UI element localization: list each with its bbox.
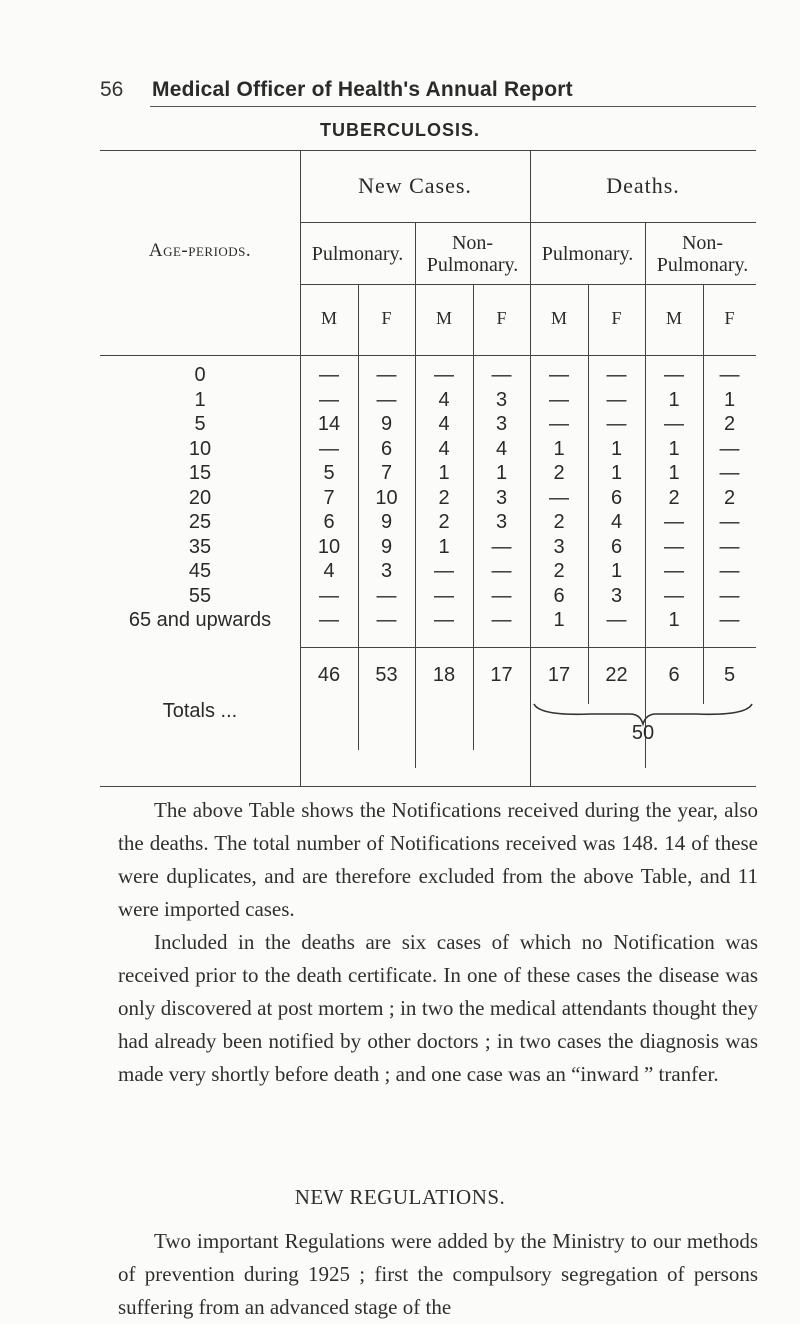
table-cell: 2 <box>438 486 450 509</box>
sex-header: F <box>611 308 622 328</box>
group-header-new-cases: New Cases. <box>358 173 472 198</box>
paragraph-regulations: Two important Regulations were added by the Ministry to our methods of prevention during 1925 ; first the compulsory segregation of persons suffering from an advanced stage of the <box>118 1229 758 1319</box>
age-period-label: 1 <box>194 388 206 411</box>
table-cell: — <box>319 584 339 607</box>
table-cell: 3 <box>495 486 508 509</box>
subheader-new-pulmonary <box>300 243 415 265</box>
subheader-deaths-pulmonary <box>530 243 645 265</box>
table-cell: — <box>719 609 740 631</box>
paragraph-deaths: Included in the deaths are six cases of which no Notification was received prior to the death certificate. In one of these cases the disease was only discovered at post mortem ; in two the medical attendants thought they had already been notified by other doctors ; in two cases the diagnosis was made very shortly before death ; and one case was an “inward ” tranfer. <box>118 930 758 1086</box>
table-cell: — <box>376 609 397 631</box>
table-cell: — <box>376 584 397 607</box>
age-period-label: 5 <box>194 413 206 435</box>
table-cell: 6 <box>610 486 623 509</box>
table-cell: 3 <box>553 535 565 558</box>
table-cell: — <box>719 364 740 386</box>
table-cell: 7 <box>380 462 393 484</box>
table-cell: 1 <box>553 609 565 631</box>
total-cell: 22 <box>605 664 628 686</box>
table-cell: — <box>719 437 740 460</box>
table-cell: 3 <box>495 413 508 435</box>
new-regulations-heading: NEW REGULATIONS. <box>294 1185 506 1209</box>
table-cell: — <box>606 388 627 411</box>
table-cell: 9 <box>380 535 393 558</box>
table-cell: 2 <box>553 511 565 533</box>
sex-header: M <box>665 308 682 328</box>
table-bottom-rule <box>100 786 756 787</box>
body-text <box>118 794 758 1091</box>
table-cell: 4 <box>323 560 335 582</box>
table-cell: — <box>719 511 740 533</box>
table-cell: — <box>549 413 569 435</box>
table-cell: 1 <box>495 462 508 484</box>
table-cell: 2 <box>553 560 565 582</box>
age-period-label: 25 <box>188 511 212 533</box>
table-cell: 9 <box>380 511 393 533</box>
table-cell: 1 <box>553 437 565 460</box>
table-cell: 1 <box>668 388 680 411</box>
table-cell: 4 <box>438 413 450 435</box>
table-cell: 1 <box>668 462 680 484</box>
table-cell: 1 <box>610 462 623 484</box>
table-cell: — <box>719 535 740 558</box>
table-cell: — <box>434 584 454 607</box>
table-cell: 1 <box>668 437 680 460</box>
table-cell: — <box>549 364 569 386</box>
totals-rule <box>300 647 756 648</box>
table-cell: 1 <box>610 560 623 582</box>
table-cell: 3 <box>495 388 508 411</box>
table-cell: — <box>549 486 569 509</box>
table-cell: 1 <box>723 388 736 411</box>
group-header-deaths: Deaths. <box>606 173 680 198</box>
age-period-label: 55 <box>188 584 212 607</box>
table-cell: 6 <box>323 511 335 533</box>
total-cell: 18 <box>432 664 456 686</box>
table-cell: 6 <box>553 584 565 607</box>
table-cell: — <box>606 364 627 386</box>
age-period-label: 65 and upwards <box>128 609 272 631</box>
age-period-label: 15 <box>188 462 212 484</box>
age-period-label: 45 <box>188 560 212 582</box>
table-cell: 7 <box>323 486 335 509</box>
total-cell: 53 <box>375 664 398 686</box>
table-cell: — <box>491 584 512 607</box>
new-regulations-text <box>118 1225 758 1324</box>
section-title: TUBERCULOSIS. <box>319 120 480 140</box>
subheader-deaths-non-pulmonary <box>645 232 760 276</box>
subheader-new-non-pulmonary <box>415 232 530 276</box>
table-cell: — <box>719 560 740 582</box>
table-cell: — <box>376 364 397 386</box>
table-cell: 10 <box>375 486 398 509</box>
total-cell: 6 <box>668 664 680 686</box>
table-cell: — <box>606 609 627 631</box>
sex-header: M <box>550 308 567 328</box>
total-cell: 17 <box>490 664 513 686</box>
table-cell: — <box>319 364 339 386</box>
table-cell: 1 <box>438 462 450 484</box>
table-top-rule <box>100 150 756 151</box>
age-periods-header: Age-periods. <box>148 240 252 261</box>
table-cell: — <box>491 535 512 558</box>
table-cell: — <box>664 364 684 386</box>
subgroup-rule <box>300 284 756 285</box>
running-title: Medical Officer of Health's Annual Report <box>152 78 573 101</box>
table-cell: — <box>491 560 512 582</box>
table-cell: 1 <box>610 437 623 460</box>
table-cell: 6 <box>610 535 623 558</box>
age-period-label: 0 <box>194 364 206 386</box>
table-cell: — <box>491 364 512 386</box>
table-cell: — <box>319 609 339 631</box>
table-cell: 4 <box>438 437 450 460</box>
table-cell: 5 <box>323 462 335 484</box>
table-cell: — <box>491 609 512 631</box>
age-period-label: 20 <box>188 486 212 509</box>
group-rule <box>300 222 756 223</box>
table-cell: — <box>664 584 684 607</box>
table-cell: — <box>664 511 684 533</box>
table-cell: — <box>319 437 339 460</box>
subheader-line: Non- <box>681 232 724 254</box>
header-bottom-rule <box>100 355 756 356</box>
table-cell: 2 <box>723 486 736 509</box>
table-cell: — <box>376 388 397 411</box>
page-number: 56 <box>100 78 124 101</box>
table-cell: 4 <box>495 437 508 460</box>
table-cell: 10 <box>317 535 341 558</box>
total-cell: 5 <box>723 664 736 686</box>
table-cell: — <box>719 462 740 484</box>
table-cell: 3 <box>495 511 508 533</box>
table-cell: — <box>434 609 454 631</box>
total-cell: 17 <box>547 664 571 686</box>
table-cell: — <box>434 560 454 582</box>
total-cell: 46 <box>317 664 341 686</box>
table-cell: 2 <box>438 511 450 533</box>
table-cell: — <box>606 413 627 435</box>
table-cell: 1 <box>438 535 450 558</box>
table-cell: — <box>719 584 740 607</box>
age-period-label: 10 <box>188 437 212 460</box>
table-cell: — <box>664 535 684 558</box>
subheader-line: Pulmonary. <box>311 243 404 265</box>
table-cell: 4 <box>610 511 623 533</box>
paragraph-notifications: The above Table shows the Notifications received during the year, also the deaths. The total number of Notifications received was 148. 14 of these were duplicates, and are therefore excluded from the above Table, and 11 were imported cases. <box>118 798 758 921</box>
sex-header: M <box>435 308 452 328</box>
table-cell: 3 <box>610 584 623 607</box>
table-cell: — <box>549 388 569 411</box>
sex-header: F <box>381 308 392 328</box>
deaths-total: 50 <box>631 722 655 744</box>
table-cell: — <box>664 560 684 582</box>
table-cell: 2 <box>723 413 736 435</box>
table-cell: — <box>319 388 339 411</box>
table-cell: 3 <box>380 560 393 582</box>
table-cell: 6 <box>380 437 393 460</box>
sex-header: M <box>320 308 337 328</box>
subheader-line: Non- <box>451 232 494 254</box>
table-cell: 4 <box>438 388 450 411</box>
table-cell: 2 <box>553 462 565 484</box>
totals-label: Totals ... <box>162 700 238 722</box>
subheader-line: Pulmonary. <box>656 254 749 276</box>
table-cell: 2 <box>668 486 680 509</box>
table-cell: 14 <box>317 413 341 435</box>
table-cell: — <box>434 364 454 386</box>
table-cell: — <box>664 413 684 435</box>
table-cell: 1 <box>668 609 680 631</box>
sex-header: F <box>724 308 735 328</box>
subheader-line: Pulmonary. <box>426 254 519 276</box>
sex-header: F <box>496 308 507 328</box>
age-period-label: 35 <box>188 535 212 558</box>
table-cell: 9 <box>380 413 393 435</box>
subheader-line: Pulmonary. <box>541 243 634 265</box>
